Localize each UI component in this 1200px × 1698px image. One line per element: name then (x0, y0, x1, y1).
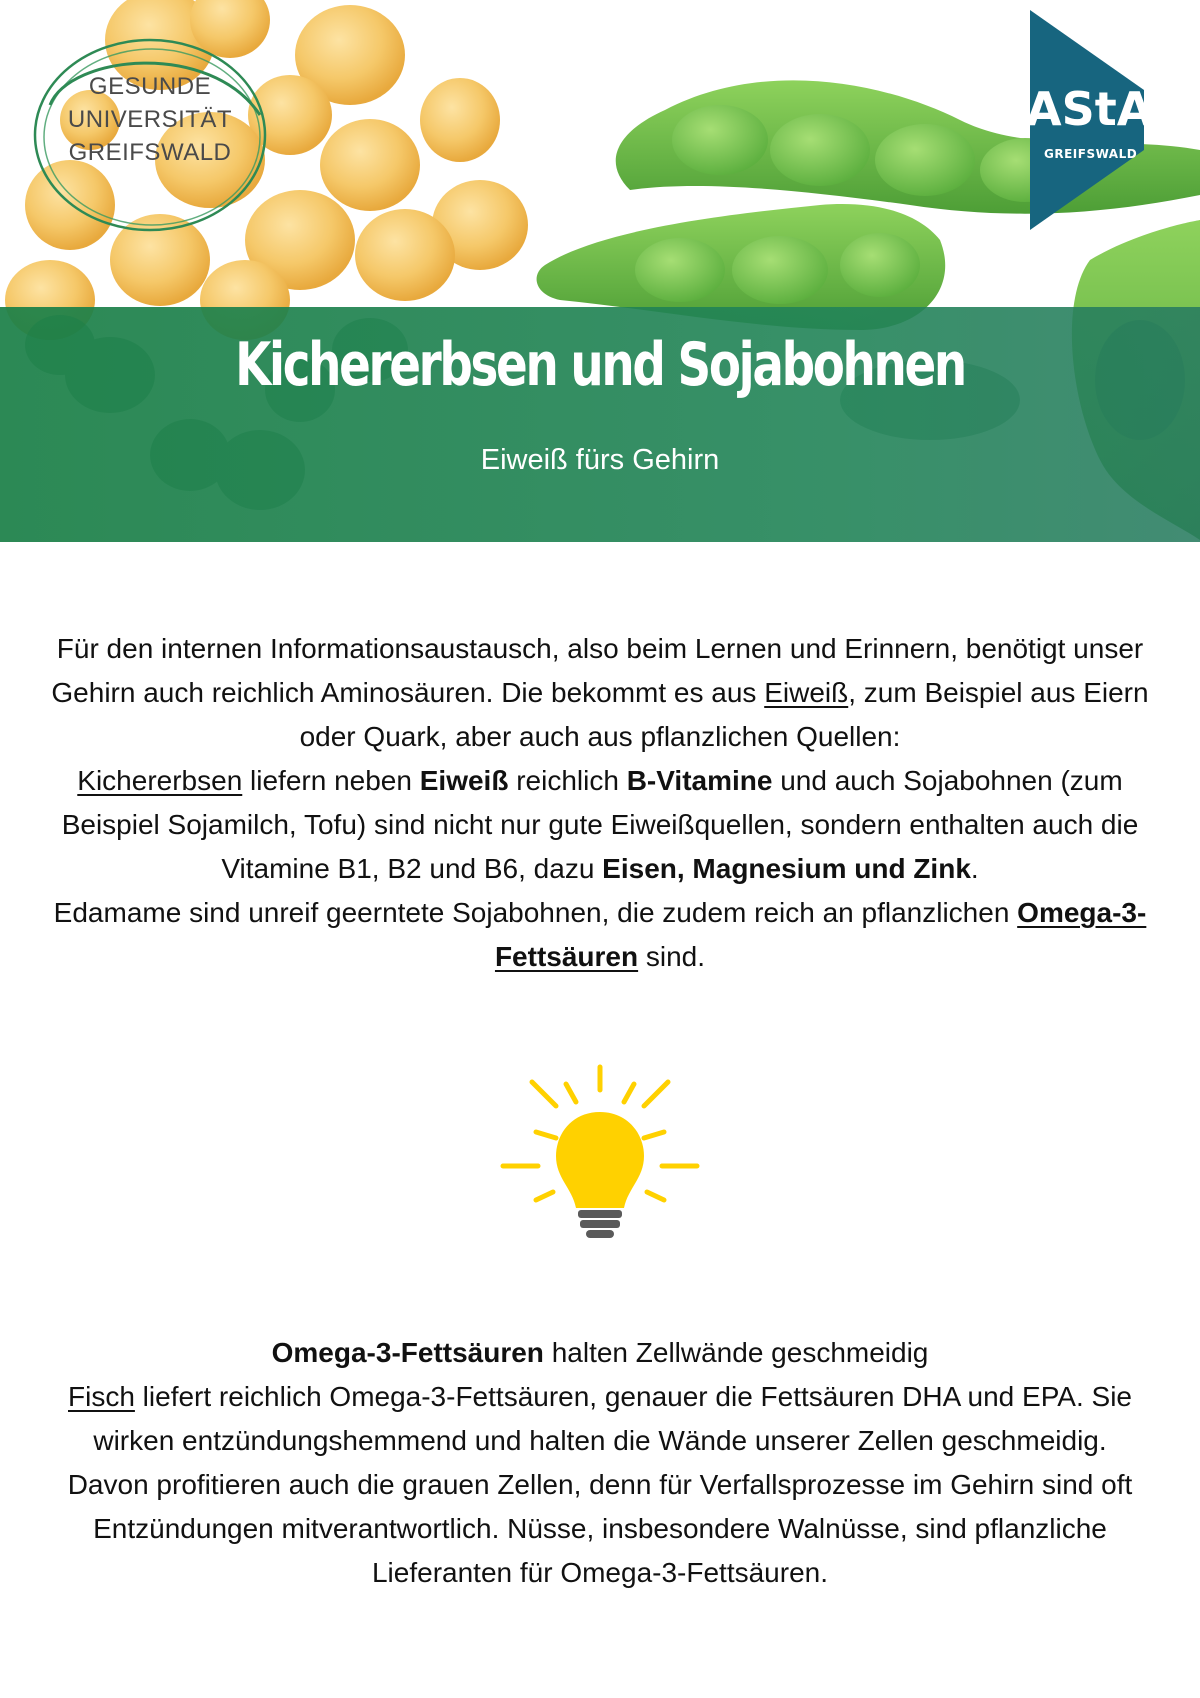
text: reichlich (508, 765, 627, 796)
intro-paragraph (50, 627, 1150, 979)
text: liefern neben (242, 765, 420, 796)
underlined-term: Eiweiß (764, 677, 849, 708)
text: sind. (638, 941, 706, 972)
page-title: Kichererbsen und Sojabohnen (235, 330, 965, 400)
text: , zum Beispiel aus Eiern oder Quark, aber auch aus pflanzlichen Quellen: (299, 677, 1149, 752)
text: . (970, 853, 979, 884)
seal-line: GREIFSWALD (68, 139, 232, 166)
asta-greifswald-logo (1024, 10, 1174, 230)
underlined-term: Kichererbsen (77, 765, 243, 796)
bold-underlined-term: Omega-3-Fettsäuren (494, 897, 1147, 972)
seal-line: UNIVERSITÄT (67, 106, 233, 133)
lightbulb-icon (498, 1062, 702, 1242)
bold-term: B-Vitamine (626, 765, 773, 796)
page-subtitle: Eiweiß fürs Gehirn (480, 444, 720, 476)
seal-text (30, 70, 270, 169)
header-hero (0, 0, 1200, 545)
text: Für den internen Informationsaustausch, also beim Lernen und Erinnern, benötigt unser Gehirn auch reichlich Aminosäuren. Die bekommt es aus (51, 633, 1144, 708)
bold-term: Eiweiß (419, 765, 509, 796)
seal-line: GESUNDE (88, 73, 212, 100)
text: liefert reichlich Omega-3-Fettsäuren, genauer die Fettsäuren DHA und EPA. Sie wirken entzündungshemmend und halten die Wände unserer Zellen geschmeidig. Davon profitieren auch die grauen Zellen, denn für Verfallsprozesse im Gehirn sind oft Entzündungen mitverantwortlich. Nüsse, insbesondere Walnüsse, sind pflanzliche Lieferanten für Omega-3-Fettsäuren. (67, 1381, 1133, 1588)
text: halten Zellwände geschmeidig (543, 1337, 929, 1368)
bold-term: Eisen, Magnesium und Zink (602, 853, 971, 884)
svg-text:AStA: AStA (1026, 82, 1153, 136)
section-heading: Omega-3-Fettsäuren (271, 1337, 544, 1368)
text: und auch Sojabohnen (zum Beispiel Sojamilch, Tofu) sind nicht nur gute Eiweißquellen, sondern enthalten auch die Vitamine B1, B2 und B6, dazu (61, 765, 1139, 884)
underlined-term: Fisch (68, 1381, 135, 1412)
omega3-paragraph (50, 1331, 1150, 1595)
svg-text:GREIFSWALD: GREIFSWALD (1044, 147, 1138, 161)
text: Edamame sind unreif geerntete Sojabohnen, die zudem reich an pflanzlichen (53, 897, 1018, 928)
